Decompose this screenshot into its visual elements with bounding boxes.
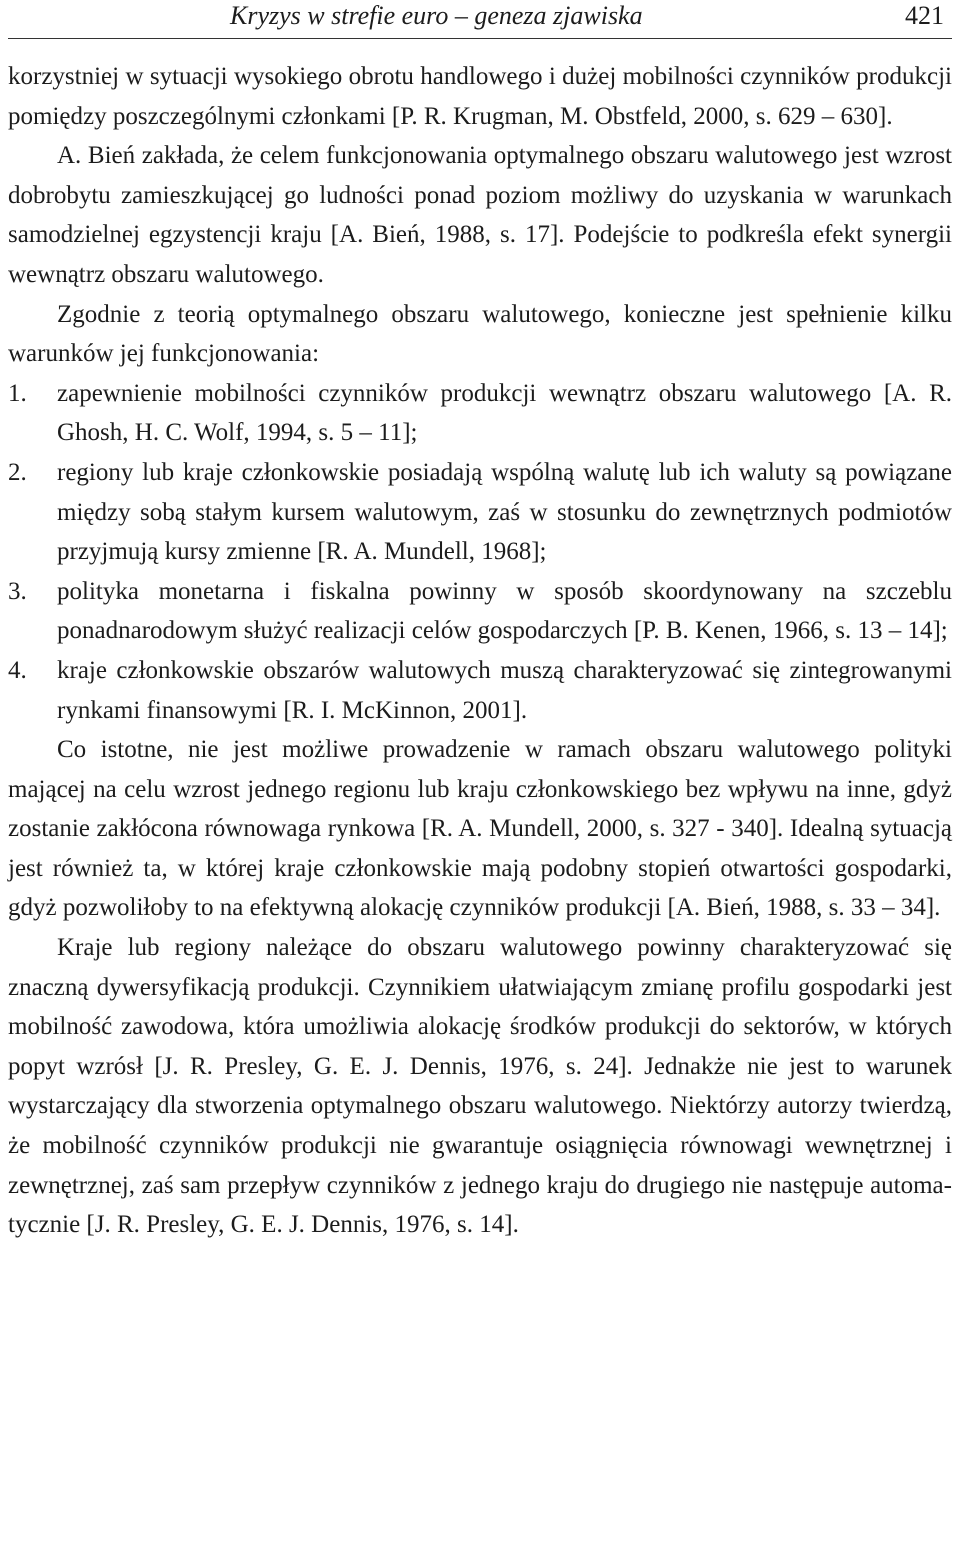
- body-text: [8, 39, 952, 1245]
- list-item: [8, 651, 952, 730]
- running-title: Kryzys w strefie euro – geneza zjawiska: [230, 1, 643, 30]
- list-item-number: 3.: [8, 577, 27, 605]
- list-item-text: zapewnienie mobilności czynników produkcji wewnątrz obszaru walutowego [A. R. Ghosh, H. C. Wolf, 1994, s. 5 – 11];: [57, 379, 952, 447]
- list-item-number: 2.: [8, 458, 27, 486]
- paragraph-3: Zgodnie z teorią optymalnego obszaru walutowego, konieczne jest spełnienie kilku warunków jej funkcjonowania:: [8, 300, 952, 368]
- page-number: 421: [905, 1, 944, 30]
- list-item-text: regiony lub kraje członkowskie posiadają wspólną walutę lub ich waluty są powiązane między sobą stałym kursem walutowym, zaś w stosunku do zewnętrznych podmiotów przyjmują kursy zmienne [R. A. Mundell, 1968];: [57, 458, 952, 566]
- paragraph-5: Kraje lub regiony należące do obszaru walutowego powinny charakteryzować się znaczną dywersyfikacją produkcji. Czynnikiem ułatwiającym zmianę profilu gospodarki jest mobilność zawodowa, która umożliwia alokację środków produkcji do sektorów, w których popyt wzrósł [J. R. Presley, G. E. J. Dennis, 1976, s. 24]. Jednakże nie jest to warunek wystarczający dla stworzenia optymalnego obszaru walutowego. Niektórzy autorzy twierdzą, że mobilność czynników produkcji nie gwarantuje osiągnięcia równowagi wewnętrznej i zewnętrznej, zaś sam przepływ czynników z jednego kraju do drugiego nie następuje automatycznie [J. R. Presley, G. E. J. Dennis, 1976, s. 14].: [8, 934, 952, 1239]
- paragraph-1: korzystniej w sytuacji wysokiego obrotu handlowego i dużej mobilności czynników produkcji pomiędzy poszczególnymi członkami [P. R. Krugman, M. Obstfeld, 2000, s. 629 – 630].: [8, 63, 952, 130]
- list-item: [8, 572, 952, 651]
- paragraph-2: A. Bień zakłada, że celem funkcjonowania optymalnego obszaru walutowego jest wzrost dobrobytu zamieszkującej go ludności ponad poziom możliwy do uzyskania w warunkach samodzielnej egzystencji kraju [A. Bień, 1988, s. 17]. Podejście to podkreśla efekt synergii wewnątrz obszaru walutowego.: [8, 142, 952, 288]
- list-item-number: 1.: [8, 379, 27, 407]
- list-item-text: kraje członkowskie obszarów walutowych muszą charakteryzować się zintegrowanymi rynkami finansowymi [R. I. McKinnon, 2001].: [57, 656, 952, 724]
- paragraph-4: Co istotne, nie jest możliwe prowadzenie w ramach obszaru walutowego polityki mającej na celu wzrost jednego regionu lub kraju członkowskiego bez wpływu na inne, gdyż zostanie zakłócona równowaga rynkowa [R. A. Mundell, 2000, s. 327 - 340]. Idealną sytuacją jest również ta, w której kraje członkowskie mają podobny stopień otwartości gospodarki, gdyż pozwoliłoby to na efektywną alokację czynników produkcji [A. Bień, 1988, s. 33 – 34].: [8, 736, 952, 922]
- list-item: [8, 453, 952, 572]
- list-item-number: 4.: [8, 656, 27, 684]
- list-item-text: polityka monetarna i fiskalna powinny w sposób skoordynowany na szczeblu ponadnarodowym służyć realizacji celów gospodarczych [P. B. Kenen, 1966, s. 13 – 14];: [57, 577, 952, 645]
- list-item: [8, 374, 952, 453]
- running-header: [8, 0, 952, 39]
- conditions-list: [8, 374, 952, 730]
